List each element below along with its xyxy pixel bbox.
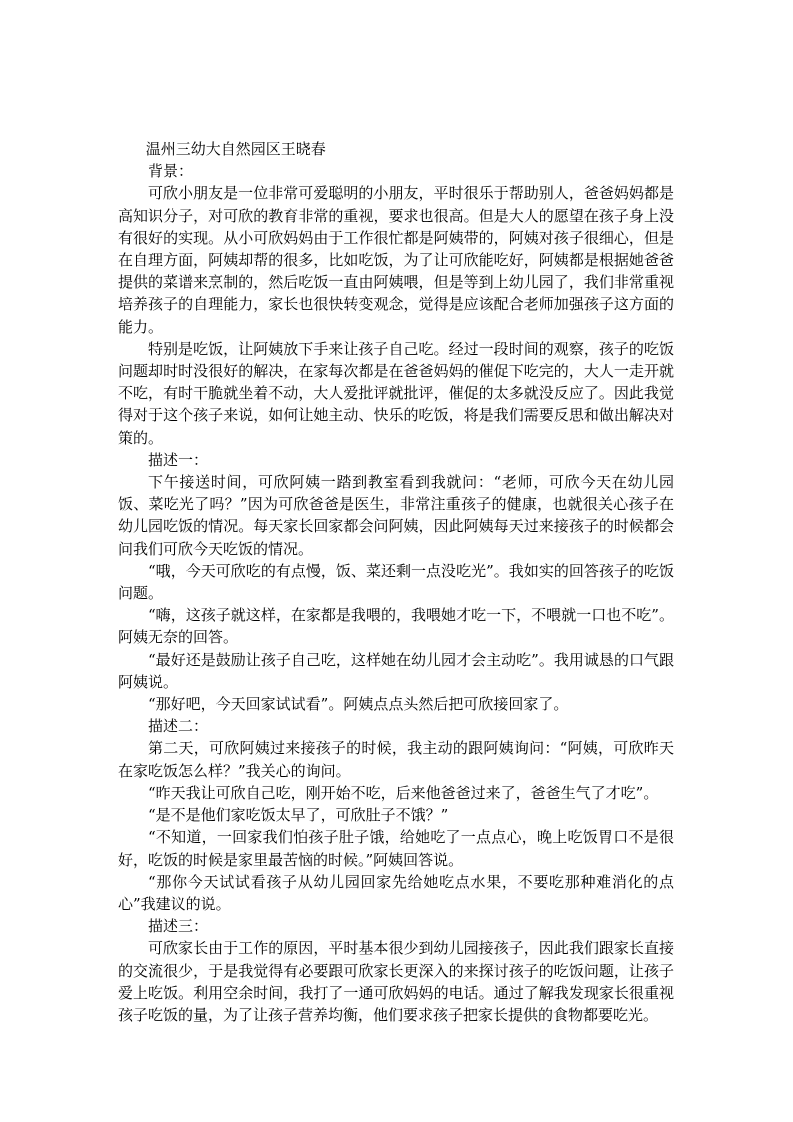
paragraph: “那你今天试试看孩子从幼儿园回家先给她吃点水果，不要吃那种难消化的点心”我建议的说。: [118, 872, 674, 913]
paragraph: “是不是他们家吃饭太早了，可欣肚子不饿？”: [148, 806, 449, 825]
paragraph: 可欣小朋友是一位非常可爱聪明的小朋友，平时很乐于帮助别人，爸爸妈妈都是高知识分子，对可欣的教育非常的重视，要求也很高。但是大人的愿望在孩子身上没有很好的实现。从小可欣妈妈由于工作很忙都是阿姨带的，阿姨对孩子很细心，但是在自理方面，阿姨却帮的很多，比如吃饭，为了让可欣能吃好，阿姨都是根据她爸爸提供的菜谱来烹制的，然后吃饭一直由阿姨喂，但是等到上幼儿园了，我们非常重视培养孩子的自理能力，家长也很快转变观念，觉得是应该配合老师加强孩子这方面的能力。: [118, 184, 674, 336]
paragraph-section-heading: 描述一：: [148, 450, 209, 469]
paragraph: 特别是吃饭，让阿姨放下手来让孩子自己吃。经过一段时间的观察，孩子的吃饭问题却时时没很好的解决，在家每次都是在爸爸妈妈的催促下吃完的，大人一走开就不吃，有时干脆就坐着不动，大人爱批评就批评，催促的太多就没反应了。因此我觉得对于这个孩子来说，如何让她主动、快乐的吃饭，将是我们需要反思和做出解决对策的。: [118, 339, 674, 447]
paragraph-section-heading: 描述二：: [148, 717, 209, 736]
paragraph: 可欣家长由于工作的原因，平时基本很少到幼儿园接孩子，因此我们跟家长直接的交流很少，于是我觉得有必要跟可欣家长更深入的来探讨孩子的吃饭问题，让孩子爱上吃饭。利用空余时间，我打了一通可欣妈妈的电话。通过了解我发现家长很重视孩子吃饭的量，为了让孩子营养均衡，他们要求孩子把家长提供的食物都要吃光。: [118, 939, 674, 1024]
paragraph-background-heading: 背景：: [148, 162, 194, 181]
paragraph: “最好还是鼓励让孩子自己吃，这样她在幼儿园才会主动吃”。我用诚恳的口气跟阿姨说。: [118, 650, 674, 691]
paragraph: “不知道，一回家我们怕孩子肚子饿，给她吃了一点点心，晚上吃饭胃口不是很好，吃饭的时候是家里最苦恼的时候。”阿姨回答说。: [118, 828, 674, 869]
paragraph: 下午接送时间，可欣阿姨一踏到教室看到我就问：“老师，可欣今天在幼儿园饭、菜吃光了吗？”因为可欣爸爸是医生，非常注重孩子的健康，也就很关心孩子在幼儿园吃饭的情况。每天家长回家都会问阿姨，因此阿姨每天过来接孩子的时候都会问我们可欣今天吃饭的情况。: [118, 473, 674, 558]
paragraph: “那好吧，今天回家试试看”。阿姨点点头然后把可欣接回家了。: [148, 695, 569, 714]
document-page: [118, 138, 674, 1026]
paragraph: “嗨，这孩子就这样，在家都是我喂的，我喂她才吃一下，不喂就一口也不吃”。阿姨无奈的回答。: [118, 606, 674, 647]
author-line: 温州三幼大自然园区王晓春: [145, 140, 326, 158]
paragraph-section-heading: 描述三：: [148, 917, 209, 936]
paragraph: “昨天我让可欣自己吃，刚开始不吃，后来他爸爸过来了，爸爸生气了才吃”。: [148, 783, 659, 802]
paragraph: “哦，今天可欣吃的有点慢，饭、菜还剩一点没吃光”。我如实的回答孩子的吃饭问题。: [118, 561, 674, 603]
paragraph: 第二天，可欣阿姨过来接孩子的时候，我主动的跟阿姨询问：“阿姨，可欣昨天在家吃饭怎么样？”我关心的询问。: [118, 739, 674, 780]
